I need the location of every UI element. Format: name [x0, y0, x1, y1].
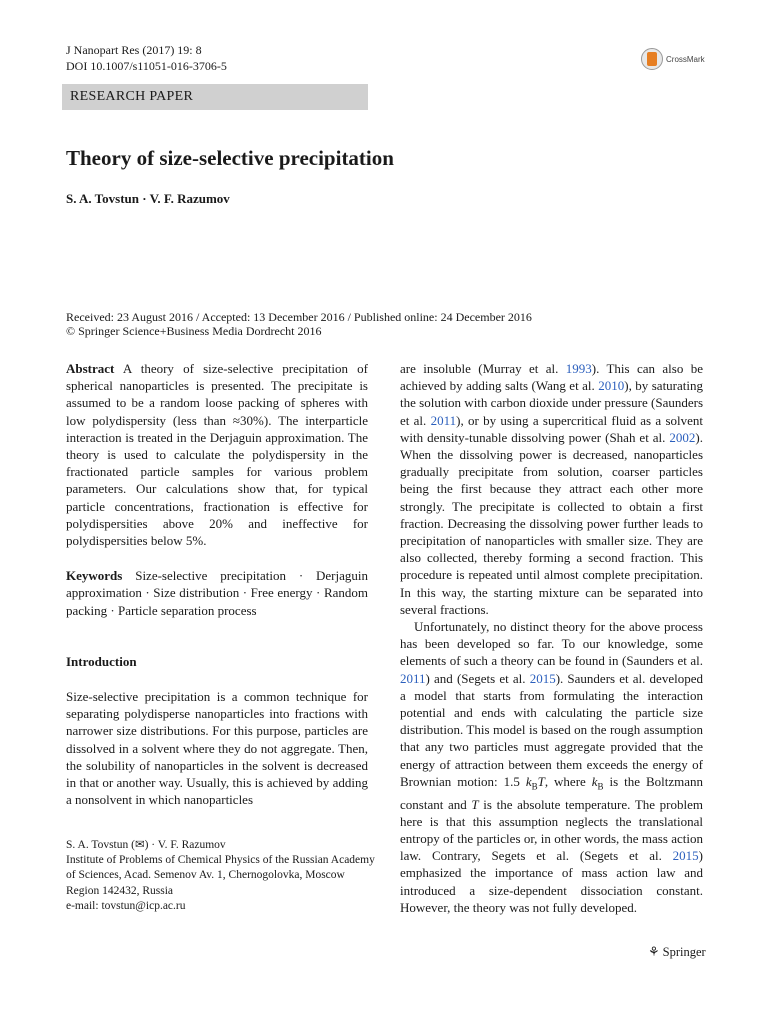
citation-link[interactable]: 2011	[400, 670, 426, 686]
publisher-logo	[648, 944, 706, 960]
crossmark-icon	[641, 48, 663, 70]
author-list	[66, 191, 230, 207]
paper-title: Theory of size-selective precipitation	[66, 146, 394, 170]
contact-email[interactable]: e-mail: tovstun@icp.ac.ru	[66, 899, 186, 912]
publisher-name: Springer	[662, 944, 706, 959]
springer-horse-icon: ⚘	[648, 944, 660, 959]
introduction-heading: Introduction	[66, 653, 137, 669]
keywords-text: Size-selective precipitation · Derjaguin approximation · Size distribution · Free energy · Random packing · Particle separation process	[66, 568, 369, 618]
crossmark-badge[interactable]	[641, 46, 707, 72]
body-paragraph	[400, 360, 703, 618]
abstract-text: A theory of size-selective precipitation of spherical nanoparticles is presented. The precipitate is assumed to be a random loose packing of spheres with low polydispersity (less than ≈30%). The interparticle interaction is treated in the Derjaguin approximation. The theory is used to calculate the polydispersity in the fractionated particle samples for various problem parameters. Our calculations show that, for typical particle concentrations, fractionation is effective for polydispersities above 20% and ineffective for polydispersities below 5%.	[66, 361, 368, 549]
author-name[interactable]: S. A. Tovstun	[66, 191, 139, 206]
text-run: ), or by using a supercritical fluid as a solvent with density-tunable dissolving power (Shah et al.	[400, 412, 703, 445]
abstract	[66, 360, 368, 549]
text-run: , where	[544, 773, 592, 789]
text-run: ). Saunders et al. developed a model that starts from formulating the interaction potential and ends with calculating the particle size distribution. This model is based on the rough assumption that any two particles must aggregate provided that the energy of attraction between them exceeds the energy of Brownian motion: 1.5	[400, 670, 703, 789]
publication-dates: Received: 23 August 2016 / Accepted: 13 December 2016 / Published online: 24 December 2016	[66, 310, 532, 324]
article-type-banner: RESEARCH PAPER	[62, 84, 368, 110]
keywords	[66, 567, 368, 619]
author-affiliation	[66, 838, 376, 914]
institution-address: Institute of Problems of Chemical Physics of the Russian Academy of Sciences, Acad. Semenov Av. 1, Chernogolovka, Moscow Region 142432, Russia	[66, 854, 375, 897]
citation-link[interactable]: 2015	[529, 670, 556, 686]
copyright-line: © Springer Science+Business Media Dordrecht 2016	[66, 324, 322, 338]
text-run: are insoluble (Murray et al.	[400, 361, 566, 376]
text-run: ) emphasized the importance of mass action law and introduced a size-dependent dissociation constant. However, the theory was not fully developed.	[400, 848, 703, 915]
left-column	[66, 360, 368, 808]
text-run: is the absolute temperature. The problem here is that this assumption neglects the translational entropy of the particles or, in other words, the mass action law. Contrary, Segets et al. (Segets et al.	[400, 796, 704, 864]
journal-citation: J Nanopart Res (2017) 19: 8	[66, 43, 202, 57]
text-run: ). When the dissolving power is decreased, nanoparticles gradually precipitate from solution, coarser particles being the first because they attract each other more strongly. The precipitate is collected to obtain a first fraction. Decreasing the dissolving power further leads to precipitation of nanoparticles with smaller size. They are also collected, thereby forming a second fraction. This procedure is repeated until almost complete precipitation. In this way, the starting mixture can be separated into several fractions.	[400, 429, 703, 617]
doi[interactable]: DOI 10.1007/s11051-016-3706-5	[66, 59, 227, 73]
citation-link[interactable]: 1993	[565, 361, 592, 376]
math-T: T	[537, 773, 545, 789]
corresponding-authors: S. A. Tovstun (✉) · V. F. Razumov	[66, 839, 226, 851]
author-separator: ·	[142, 191, 147, 206]
citation-link[interactable]: 2011	[430, 412, 457, 428]
keywords-heading: Keywords	[66, 568, 123, 584]
math-k: k	[591, 773, 598, 789]
text-run: Unfortunately, no distinct theory for the above process has been developed so far. To our knowledge, some elements of such a theory can be found in (Saunders et al.	[400, 619, 703, 669]
citation-link[interactable]: 2002	[669, 429, 696, 445]
abstract-heading: Abstract	[66, 361, 115, 376]
text-run: ) and (Segets et al.	[425, 670, 530, 686]
citation-link[interactable]: 2015	[672, 848, 699, 864]
math-T: T	[471, 796, 479, 812]
text-run: ). This can also be achieved by adding salts (Wang et al.	[400, 361, 703, 394]
body-paragraph	[400, 618, 703, 916]
introduction-paragraph: Size-selective precipitation is a common technique for separating polydisperse nanoparticles into fractions with narrower size distributions. For this purpose, particles are dissolved in a solvent where they do not aggregate. Then, the solubility of nanoparticles in the solvent is decreased in that or another way. Usually, this is achieved by adding a nonsolvent in which nanoparticles	[66, 689, 368, 808]
crossmark-label: CrossMark	[666, 54, 705, 64]
text-run: ), by saturating the solution with carbon dioxide under pressure (Saunders et al.	[400, 378, 704, 428]
text-run: is the Boltzmann constant and	[400, 773, 703, 812]
right-column	[400, 360, 703, 916]
math-sub: B	[531, 781, 538, 792]
author-name[interactable]: V. F. Razumov	[149, 191, 230, 206]
citation-link[interactable]: 2010	[598, 378, 625, 394]
math-k: k	[525, 773, 532, 789]
math-sub: B	[597, 781, 604, 792]
